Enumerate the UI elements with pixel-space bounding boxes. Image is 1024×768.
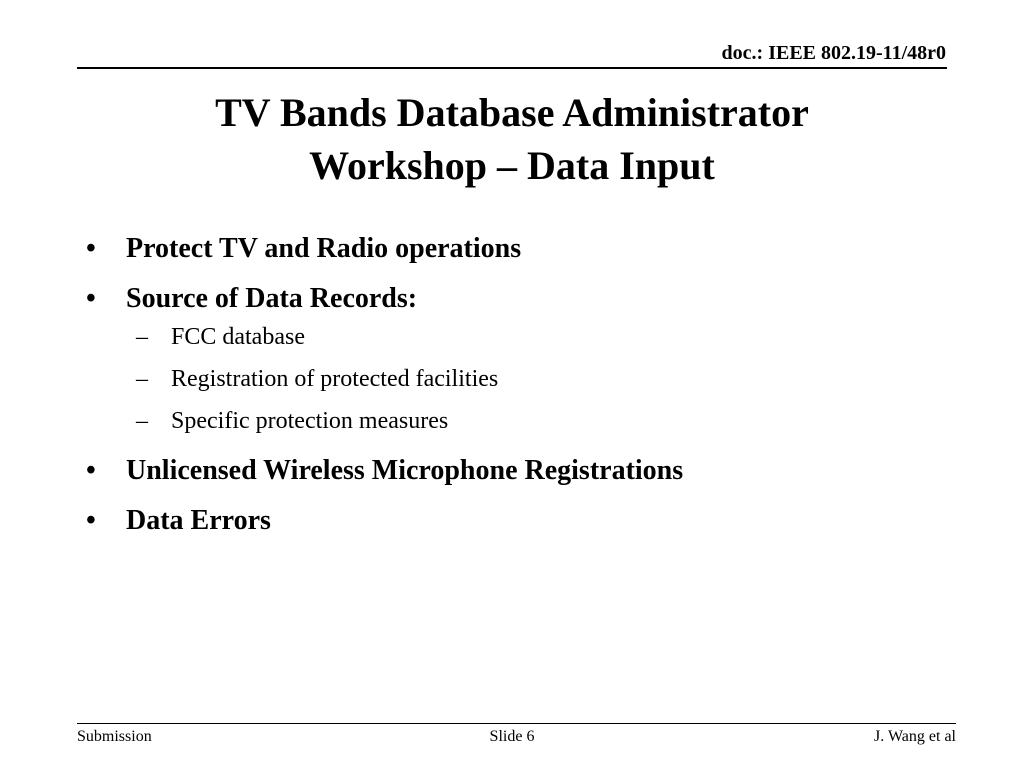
document-id: doc.: IEEE 802.19-11/48r0 — [721, 42, 946, 64]
slide-title-line-1: TV Bands Database Administrator — [215, 90, 809, 135]
bullet-text: Data Errors — [126, 505, 271, 536]
sub-bullet-item — [84, 320, 964, 354]
bullet-text: Source of Data Records: — [126, 283, 418, 314]
bullet-marker: • — [86, 233, 96, 264]
bullet-item — [84, 500, 964, 542]
footer-submission: Submission — [77, 728, 152, 745]
bullet-item — [84, 228, 964, 270]
sub-bullet-text: Specific protection measures — [171, 408, 449, 434]
footer-divider — [77, 723, 956, 724]
bullet-item — [84, 450, 964, 492]
bullet-list — [84, 228, 964, 542]
sub-bullet-marker: – — [136, 366, 148, 392]
header-divider — [77, 67, 947, 69]
sub-bullet-text: Registration of protected facilities — [171, 366, 499, 392]
bullet-item — [84, 278, 964, 320]
sub-bullet-item — [84, 404, 964, 438]
bullet-text: Protect TV and Radio operations — [126, 233, 522, 264]
bullet-marker: • — [86, 283, 96, 314]
slide-title-line-2: Workshop – Data Input — [309, 143, 715, 188]
footer-author: J. Wang et al — [874, 728, 956, 745]
bullet-marker: • — [86, 455, 96, 486]
sub-bullet-marker: – — [136, 408, 148, 434]
sub-bullet-text: FCC database — [171, 324, 305, 350]
sub-bullet-item — [84, 362, 964, 396]
slide-title — [60, 86, 964, 192]
sub-bullet-marker: – — [136, 324, 148, 350]
footer-slide-number: Slide 6 — [489, 728, 535, 745]
bullet-marker: • — [86, 505, 96, 536]
bullet-text: Unlicensed Wireless Microphone Registrations — [126, 455, 684, 486]
